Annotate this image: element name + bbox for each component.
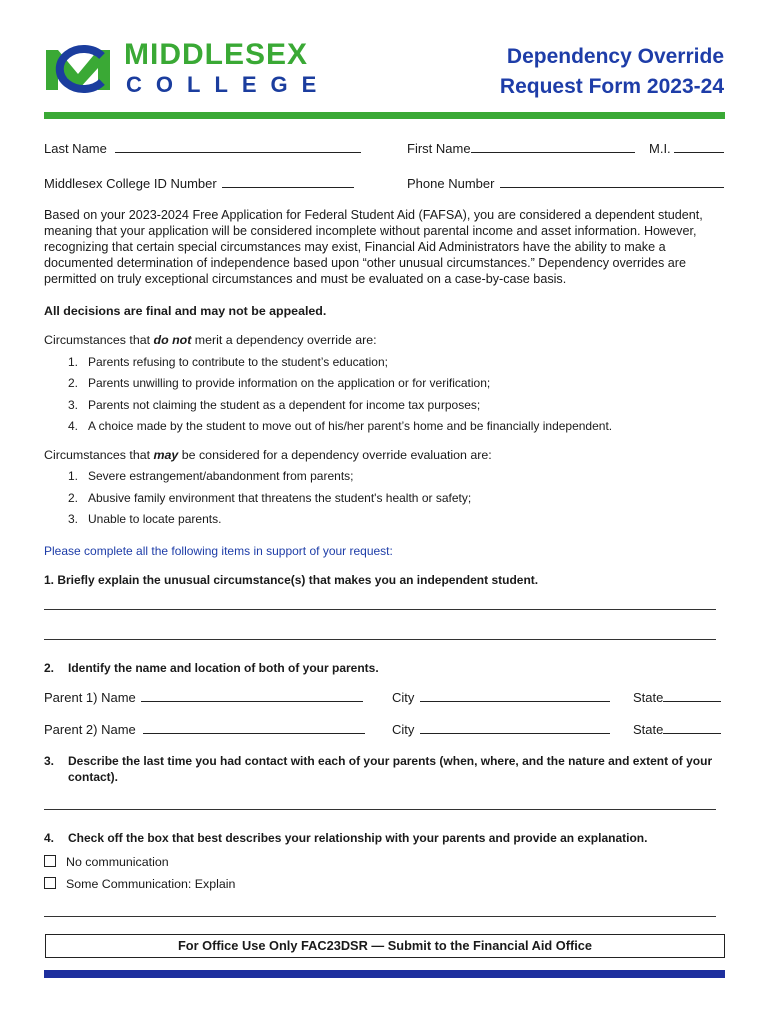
form-title-line2: Request Form 2023-24 — [499, 75, 724, 98]
option-label: No communication — [66, 855, 169, 869]
question-number: 4. — [44, 831, 55, 845]
option-label: Some Communication: Explain — [66, 877, 236, 891]
list-item — [68, 355, 388, 369]
question-text: Check off the box that best describes your relationship with your parents and provide an explanation. — [68, 831, 648, 845]
list-number: 1. — [68, 355, 79, 369]
last-name-label: Last Name — [44, 141, 107, 156]
form-title-line1: Dependency Override — [506, 45, 724, 68]
logo-wordmark-top: MIDDLESEX — [124, 38, 309, 71]
list-text: Severe estrangement/abandonment from parents; — [88, 469, 354, 483]
may-merit-prefix: Circumstances that — [44, 448, 154, 462]
parent1-city-field[interactable] — [392, 690, 610, 705]
first-name-label: First Name — [407, 141, 471, 156]
id-number-label: Middlesex College ID Number — [44, 176, 217, 191]
parent2-name-field[interactable] — [44, 722, 365, 737]
college-logo-icon — [42, 42, 114, 94]
not-merit-heading — [44, 333, 377, 347]
first-name-line[interactable] — [471, 141, 635, 153]
option-no-communication[interactable] — [44, 855, 169, 869]
parent2-city-field[interactable] — [392, 722, 610, 737]
parent1-city-line[interactable] — [420, 690, 610, 702]
intro-paragraph: Based on your 2023-2024 Free Application for Federal Student Aid (FAFSA), you are considered a dependent student, meaning that your application will be considered incomplete without parental income and asset information. However, recognizing that certain special circumstances may exist, Financial Aid Administrators have the ability to make a documented determination of independence based upon “other unusual circumstances.” Dependency overrides are permitted on truly exceptional circumstances and must be evaluated on a case-by-case basis. — [44, 208, 703, 286]
form-title — [500, 42, 724, 102]
option-some-communication[interactable] — [44, 877, 235, 891]
question-2 — [44, 661, 379, 675]
question-text: Describe the last time you had contact with each of your parents (when, where, and the nature and extent of your contact). — [68, 754, 713, 784]
list-text: Parents refusing to contribute to the student’s education; — [88, 355, 388, 369]
parent1-name-label: Parent 1) Name — [44, 690, 136, 705]
green-divider — [44, 112, 725, 119]
answer-line[interactable] — [44, 609, 716, 610]
list-item — [68, 491, 471, 505]
parent2-state-field[interactable] — [633, 722, 721, 737]
phone-line[interactable] — [500, 176, 724, 188]
mi-label: M.I. — [649, 141, 671, 156]
parent2-name-line[interactable] — [143, 722, 365, 734]
id-number-field[interactable] — [44, 176, 354, 191]
mi-line[interactable] — [674, 141, 724, 153]
question-number: 2. — [44, 661, 55, 675]
may-merit-heading — [44, 448, 492, 462]
parent1-city-label: City — [392, 690, 415, 705]
checkbox[interactable] — [44, 855, 56, 867]
mi-field[interactable] — [649, 141, 724, 156]
list-text: Abusive family environment that threatens the student's health or safety; — [88, 491, 472, 505]
parent1-state-line[interactable] — [663, 690, 721, 702]
parent1-name-field[interactable] — [44, 690, 363, 705]
list-number: 3. — [68, 512, 79, 526]
answer-line[interactable] — [44, 916, 716, 917]
office-use-box: For Office Use Only FAC23DSR — Submit to the Financial Aid Office — [45, 934, 725, 958]
parent1-state-label: State — [633, 690, 664, 705]
parent2-name-label: Parent 2) Name — [44, 722, 136, 737]
may-merit-suffix: be considered for a dependency override evaluation are: — [178, 448, 492, 462]
question-3 — [44, 753, 724, 785]
id-number-line[interactable] — [222, 176, 354, 188]
question-text: Identify the name and location of both of your parents. — [68, 661, 379, 675]
list-item — [68, 398, 480, 412]
question-1: 1. Briefly explain the unusual circumstance(s) that makes you an independent student. — [44, 573, 539, 587]
question-4 — [44, 831, 647, 845]
first-name-field[interactable] — [407, 141, 635, 156]
parent2-state-label: State — [633, 722, 664, 737]
last-name-line[interactable] — [115, 141, 361, 153]
instruction-text: Please complete all the following items in support of your request: — [44, 544, 393, 558]
question-number: 3. — [44, 754, 55, 768]
blue-footer-bar — [44, 970, 725, 978]
parent1-name-line[interactable] — [141, 690, 363, 702]
list-item — [68, 419, 612, 433]
list-number: 3. — [68, 398, 79, 412]
not-merit-emph: do not — [153, 333, 192, 347]
parent2-state-line[interactable] — [663, 722, 721, 734]
not-merit-suffix: merit a dependency override are: — [191, 333, 377, 347]
list-number: 4. — [68, 419, 79, 433]
list-text: Parents unwilling to provide information on the application or for verification; — [88, 376, 491, 390]
parent2-city-label: City — [392, 722, 415, 737]
list-item — [68, 376, 490, 390]
list-text: Unable to locate parents. — [88, 512, 222, 526]
list-number: 2. — [68, 491, 79, 505]
phone-label: Phone Number — [407, 176, 495, 191]
phone-field[interactable] — [407, 176, 724, 191]
list-text: A choice made by the student to move out of his/her parent’s home and be financially independent. — [88, 419, 613, 433]
checkbox[interactable] — [44, 877, 56, 889]
list-item — [68, 469, 354, 483]
logo-wordmark-bottom: COLLEGE — [126, 72, 331, 97]
parent1-state-field[interactable] — [633, 690, 721, 705]
last-name-field[interactable] — [44, 141, 361, 156]
parent2-city-line[interactable] — [420, 722, 610, 734]
list-item — [68, 512, 221, 526]
list-text: Parents not claiming the student as a dependent for income tax purposes; — [88, 398, 481, 412]
not-merit-prefix: Circumstances that — [44, 333, 154, 347]
final-notice: All decisions are final and may not be appealed. — [44, 304, 327, 318]
list-number: 2. — [68, 376, 79, 390]
answer-line[interactable] — [44, 809, 716, 810]
list-number: 1. — [68, 469, 79, 483]
answer-line[interactable] — [44, 639, 716, 640]
may-merit-emph: may — [153, 448, 179, 462]
